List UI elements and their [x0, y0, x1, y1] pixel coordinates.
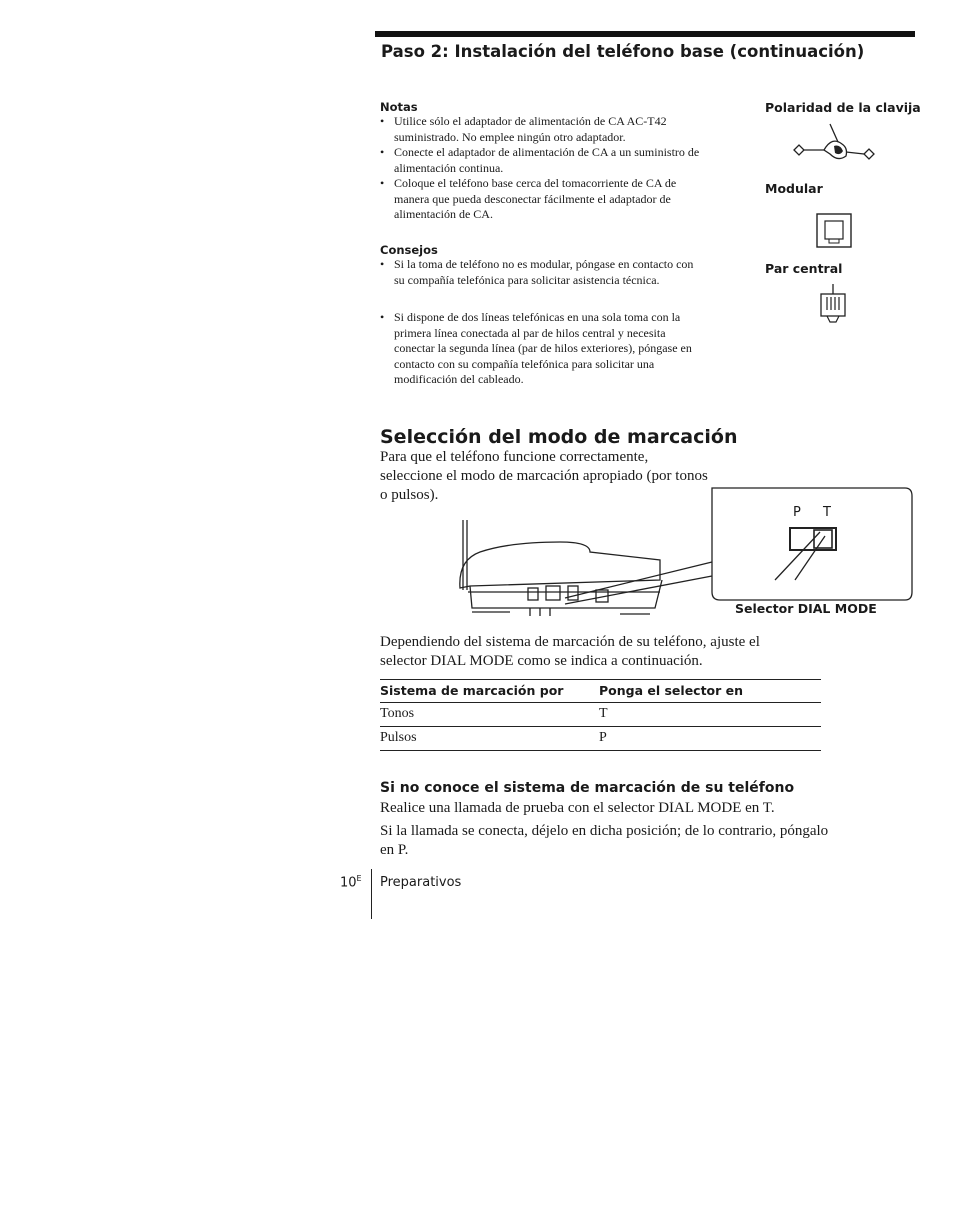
modular-jack-icon [815, 212, 855, 250]
tips-heading: Consejos [380, 243, 438, 257]
section-title: Paso 2: Instalación del teléfono base (continuación) [381, 42, 865, 61]
table-row [380, 727, 821, 751]
note-item: • Conecte el adaptador de alimentación de CA a un suministro de alimentación continua. [380, 145, 700, 176]
note-item: • Coloque el teléfono base cerca del tomacorriente de CA de manera que pueda desconectar fácilmente el adaptador de alimentación de CA. [380, 176, 700, 223]
central-pair-jack-icon [818, 282, 848, 324]
dial-mode-title: Selección del modo de marcación [380, 426, 738, 448]
notes-block [380, 100, 700, 223]
dial-mode-instructions: Dependiendo del sistema de marcación de su teléfono, ajuste el selector DIAL MODE como se indica a continuación. [380, 634, 760, 669]
page-number [340, 874, 362, 890]
page-number-value: 10 [340, 875, 357, 891]
table-cell-setting: T [599, 703, 821, 727]
polarity-label: Polaridad de la clavija [765, 100, 921, 115]
table-header-system: Sistema de marcación por [380, 680, 599, 703]
table-row [380, 703, 821, 727]
table-header-setting: Ponga el selector en [599, 680, 821, 703]
footer-section-label: Preparativos [380, 875, 462, 890]
switch-p-label: P [793, 505, 801, 520]
dial-mode-table [380, 679, 821, 751]
table-cell-setting: P [599, 727, 821, 751]
footer-divider [371, 869, 372, 919]
tip-item: • Si dispone de dos líneas telefónicas en una sola toma con la primera línea conectada al par de hilos central y necesita conectar la segunda línea (par de hilos exteriores), póngase en contacto con su compañía telefónica para solicitar una modificación del cableado. [380, 310, 700, 388]
selector-dial-mode-label: Selector DIAL MODE [735, 601, 877, 616]
central-pair-label: Par central [765, 261, 843, 276]
tip-item: • Si la toma de teléfono no es modular, póngase en contacto con su compañía telefónica para solicitar asistencia técnica. [380, 257, 700, 288]
notes-heading: Notas [380, 100, 418, 114]
modular-label: Modular [765, 181, 823, 196]
unknown-system-step-1: Realice una llamada de prueba con el selector DIAL MODE en T. [380, 800, 775, 816]
tips-list [380, 257, 700, 388]
notes-list [380, 114, 700, 223]
switch-t-label: T [823, 505, 831, 520]
table-header-row [380, 680, 821, 703]
unknown-system-step-2: Si la llamada se conecta, déjelo en dicha posición; de lo contrario, póngalo en P. [380, 823, 829, 858]
note-item: • Utilice sólo el adaptador de alimentación de CA AC-T42 suministrado. No emplee ningún otro adaptador. [380, 114, 700, 145]
table-cell-system: Pulsos [380, 727, 599, 751]
tips-block [380, 243, 700, 410]
top-rule [375, 31, 915, 37]
table-cell-system: Tonos [380, 703, 599, 727]
unknown-system-heading: Si no conoce el sistema de marcación de su teléfono [380, 780, 795, 796]
page-number-suffix: E [356, 874, 362, 883]
plug-polarity-icon [790, 118, 880, 168]
dial-mode-intro: Para que el teléfono funcione correctamente, seleccione el modo de marcación apropiado (por tonos o pulsos). [380, 449, 708, 503]
